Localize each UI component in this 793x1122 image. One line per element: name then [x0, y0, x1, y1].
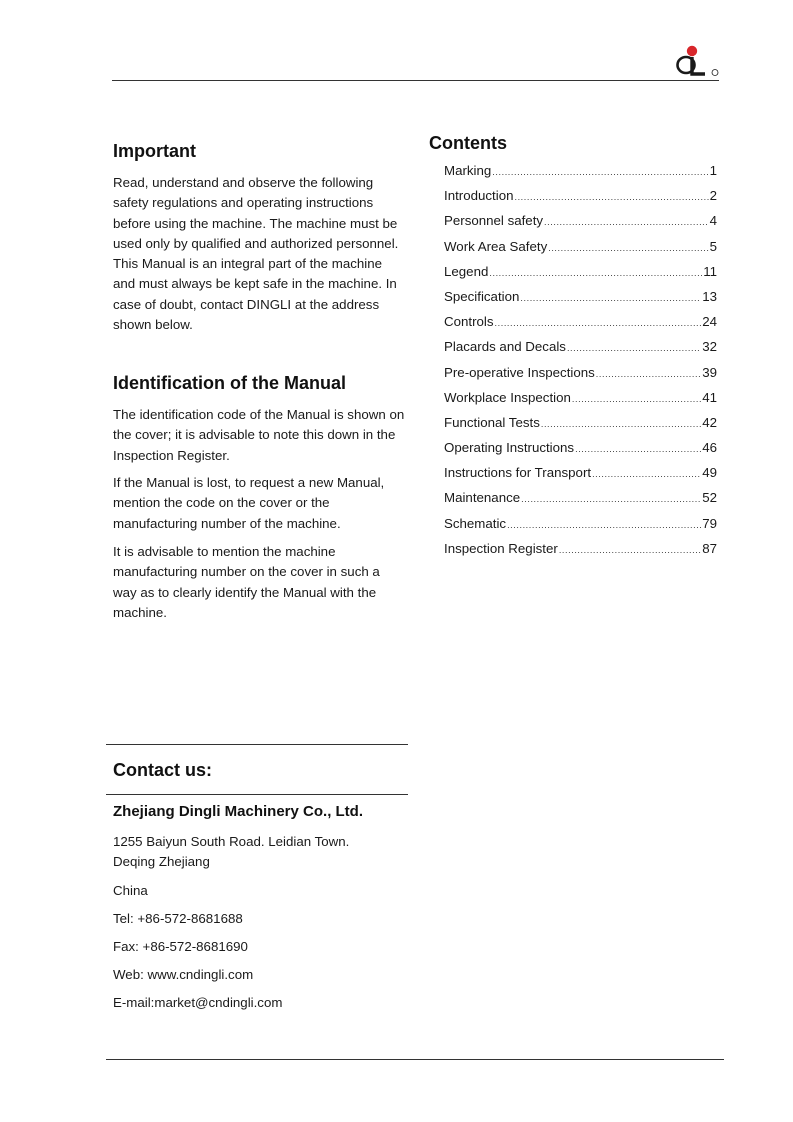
address-line-2: Deqing Zhejiang	[113, 854, 210, 869]
toc-entry[interactable]	[444, 339, 717, 364]
contact-heading: Contact us:	[113, 760, 212, 780]
toc-leader	[572, 394, 701, 404]
toc-leader	[575, 444, 701, 454]
fax: Fax: +86-572-8681690	[113, 939, 248, 954]
email-link[interactable]: E-mail:market@cndingli.com	[113, 995, 283, 1010]
toc-entry-title: Instructions for Transport	[444, 465, 592, 481]
toc-leader	[567, 343, 701, 353]
toc-entry-page: 13	[702, 288, 717, 304]
toc-entry-page: 2	[709, 188, 717, 204]
toc-entry[interactable]	[444, 213, 717, 238]
toc-leader	[507, 520, 701, 530]
toc-entry-page: 5	[709, 238, 717, 254]
toc-entry-page: 52	[702, 490, 717, 506]
toc-entry-title: Legend	[444, 263, 489, 279]
toc-entry[interactable]	[444, 365, 717, 390]
country: China	[113, 883, 148, 898]
toc-leader	[548, 243, 708, 253]
toc-leader	[544, 217, 709, 227]
toc-leader	[596, 369, 701, 379]
toc-entry[interactable]	[444, 541, 717, 566]
toc-entry-page: 39	[702, 364, 717, 380]
contact-divider	[106, 794, 408, 795]
important-heading: Important	[113, 141, 196, 161]
toc-leader	[489, 268, 702, 278]
toc-entry-title: Maintenance	[444, 490, 521, 506]
toc-leader	[520, 293, 701, 303]
toc-entry-title: Controls	[444, 314, 494, 330]
toc-entry-page: 32	[702, 339, 717, 355]
identification-paragraph-2: If the Manual is lost, to request a new Manual, mention the code on the cover or the manufacturing number of the machine.	[113, 475, 385, 531]
toc-entry-page: 49	[702, 465, 717, 481]
toc-entry-title: Functional Tests	[444, 414, 540, 430]
toc-entry-page: 4	[709, 213, 717, 229]
toc-entry-page: 79	[702, 515, 717, 531]
toc-entry-title: Schematic	[444, 515, 507, 531]
website-link[interactable]: Web: www.cndingli.com	[113, 967, 254, 982]
toc-entry-page: 11	[703, 263, 717, 279]
toc-entry[interactable]	[444, 465, 717, 490]
toc-entry[interactable]	[444, 163, 717, 188]
toc-entry[interactable]	[444, 440, 717, 465]
dingli-logo-graphic	[672, 43, 722, 79]
toc-leader	[514, 192, 708, 202]
toc-entry-title: Marking	[444, 163, 492, 178]
address-line-1: 1255 Baiyun South Road. Leidian Town.	[113, 834, 350, 849]
header-rule	[112, 80, 719, 81]
toc-leader	[592, 469, 701, 479]
toc-leader	[541, 419, 701, 429]
contact-top-rule	[106, 744, 408, 745]
table-of-contents	[444, 163, 717, 566]
contents-heading: Contents	[429, 133, 507, 153]
dingli-logo	[672, 43, 722, 79]
toc-entry[interactable]	[444, 239, 717, 264]
toc-entry[interactable]	[444, 188, 717, 213]
toc-entry-title: Placards and Decals	[444, 339, 566, 355]
toc-entry[interactable]	[444, 289, 717, 314]
company-name: Zhejiang Dingli Machinery Co., Ltd.	[113, 803, 364, 820]
toc-entry[interactable]	[444, 264, 717, 289]
identification-heading: Identification of the Manual	[113, 373, 346, 393]
toc-entry[interactable]	[444, 415, 717, 440]
toc-entry[interactable]	[444, 490, 717, 515]
footer-rule	[106, 1059, 724, 1060]
logo-red-dot	[687, 46, 697, 56]
toc-entry-page: 1	[709, 163, 717, 178]
identification-paragraph-3: It is advisable to mention the machine manufacturing number on the cover in such a way as to clearly identify the Manual with the machine.	[113, 544, 380, 620]
toc-entry-title: Pre-operative Inspections	[444, 364, 595, 380]
toc-entry-page: 46	[702, 440, 717, 456]
toc-entry[interactable]	[444, 390, 717, 415]
toc-entry-title: Personnel safety	[444, 213, 544, 229]
toc-entry-title: Work Area Safety	[444, 238, 548, 254]
toc-entry-page: 42	[702, 414, 717, 430]
telephone: Tel: +86-572-8681688	[113, 911, 243, 926]
toc-entry-page: 41	[702, 389, 717, 405]
toc-entry-title: Specification	[444, 288, 520, 304]
toc-leader	[521, 494, 701, 504]
toc-entry[interactable]	[444, 314, 717, 339]
toc-entry-title: Introduction	[444, 188, 514, 204]
toc-entry-page: 87	[702, 540, 717, 556]
toc-entry-title: Operating Instructions	[444, 440, 575, 456]
toc-leader	[559, 545, 701, 555]
toc-entry-page: 24	[702, 314, 717, 330]
toc-leader	[495, 318, 702, 328]
toc-entry-title: Workplace Inspection	[444, 389, 571, 405]
toc-leader	[492, 167, 708, 177]
identification-paragraph-1: The identification code of the Manual is shown on the cover; it is advisable to note this down in the Inspection Register.	[113, 407, 405, 463]
important-body: Read, understand and observe the following safety regulations and operating instructions before using the machine. The machine must be used only by qualified and authorized personnel. This Manual is an integral part of the machine and must always be kept safe in the machine. In case of doubt, contact DINGLI at the address shown below.	[113, 175, 399, 333]
logo-registered-ring	[712, 70, 718, 76]
toc-entry-title: Inspection Register	[444, 540, 558, 556]
toc-entry[interactable]	[444, 516, 717, 541]
